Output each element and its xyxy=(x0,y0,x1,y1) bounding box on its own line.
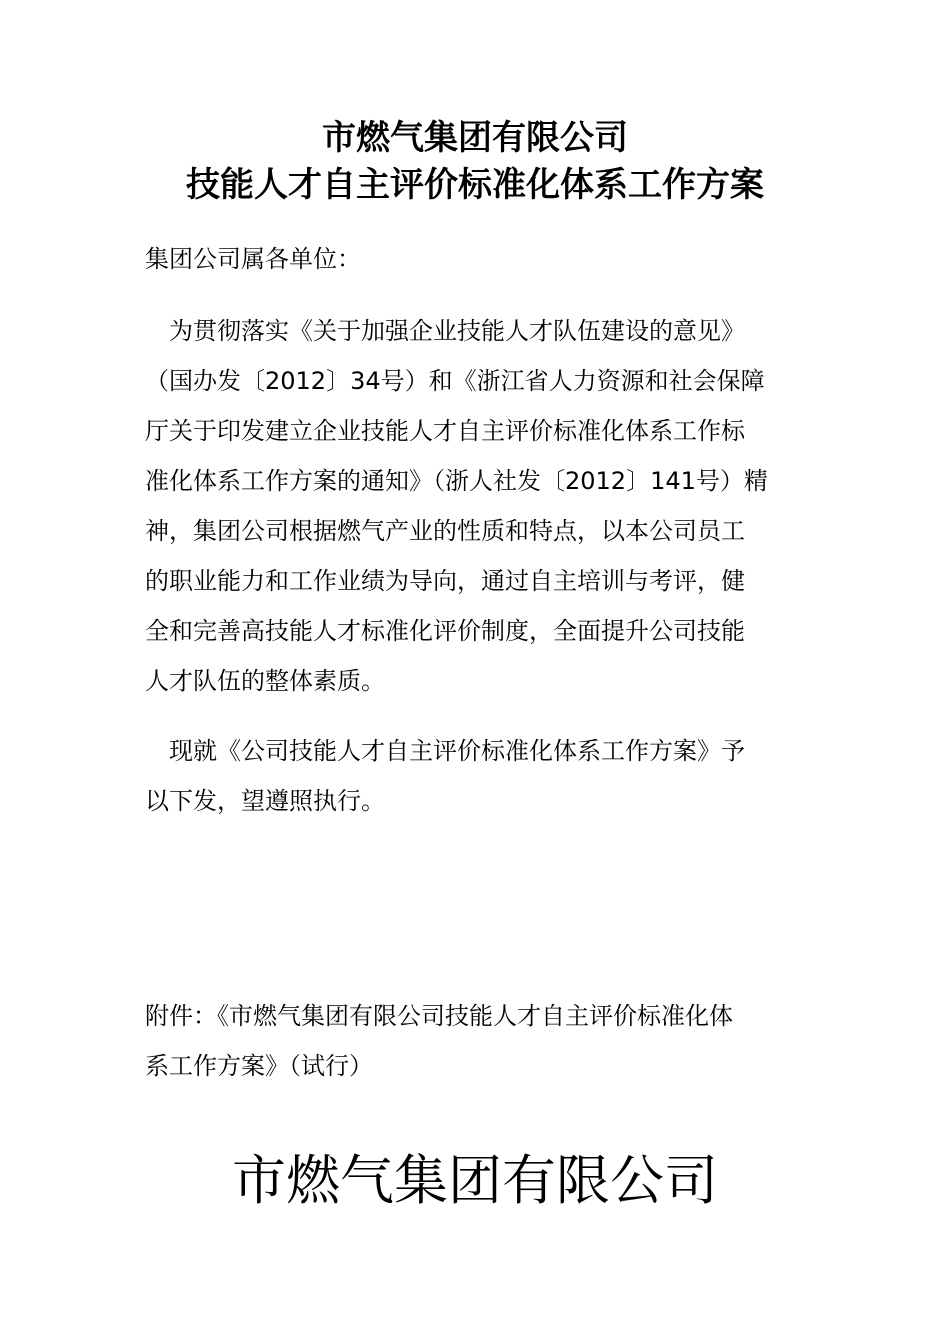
body-paragraph-1 xyxy=(145,306,768,706)
paragraph-line: 神，集团公司根据燃气产业的性质和特点，以本公司员工 xyxy=(145,517,745,545)
paragraph-line: 以下发，望遵照执行。 xyxy=(145,787,385,815)
paragraph-line: 人才队伍的整体素质。 xyxy=(145,667,385,695)
attachment-note xyxy=(145,991,733,1091)
paragraph-line: 为贯彻落实《关于加强企业技能人才队伍建设的意见》 xyxy=(145,317,745,345)
paragraph-line: 现就《公司技能人才自主评价标准化体系工作方案》予 xyxy=(145,737,745,765)
paragraph-line: 全和完善高技能人才标准化评价制度，全面提升公司技能 xyxy=(145,617,745,645)
document-title-line-1: 市燃气集团有限公司 xyxy=(322,118,628,158)
paragraph-line: 厅关于印发建立企业技能人才自主评价标准化体系工作标 xyxy=(145,417,745,445)
issuer-signature: 市燃气集团有限公司 xyxy=(232,1149,718,1212)
attachment-line: 附件：《市燃气集团有限公司技能人才自主评价标准化体 xyxy=(145,1002,733,1030)
document-title-line-2: 技能人才自主评价标准化体系工作方案 xyxy=(186,165,764,205)
attachment-line: 系工作方案》（试行） xyxy=(145,1052,373,1080)
paragraph-line: 准化体系工作方案的通知》（浙人社发〔2012〕141号）精 xyxy=(145,467,768,495)
paragraph-line: （国办发〔2012〕34号）和《浙江省人力资源和社会保障 xyxy=(145,367,765,395)
salutation: 集团公司属各单位： xyxy=(145,245,361,273)
body-paragraph-2 xyxy=(145,726,745,826)
paragraph-line: 的职业能力和工作业绩为导向，通过自主培训与考评，健 xyxy=(145,567,745,595)
